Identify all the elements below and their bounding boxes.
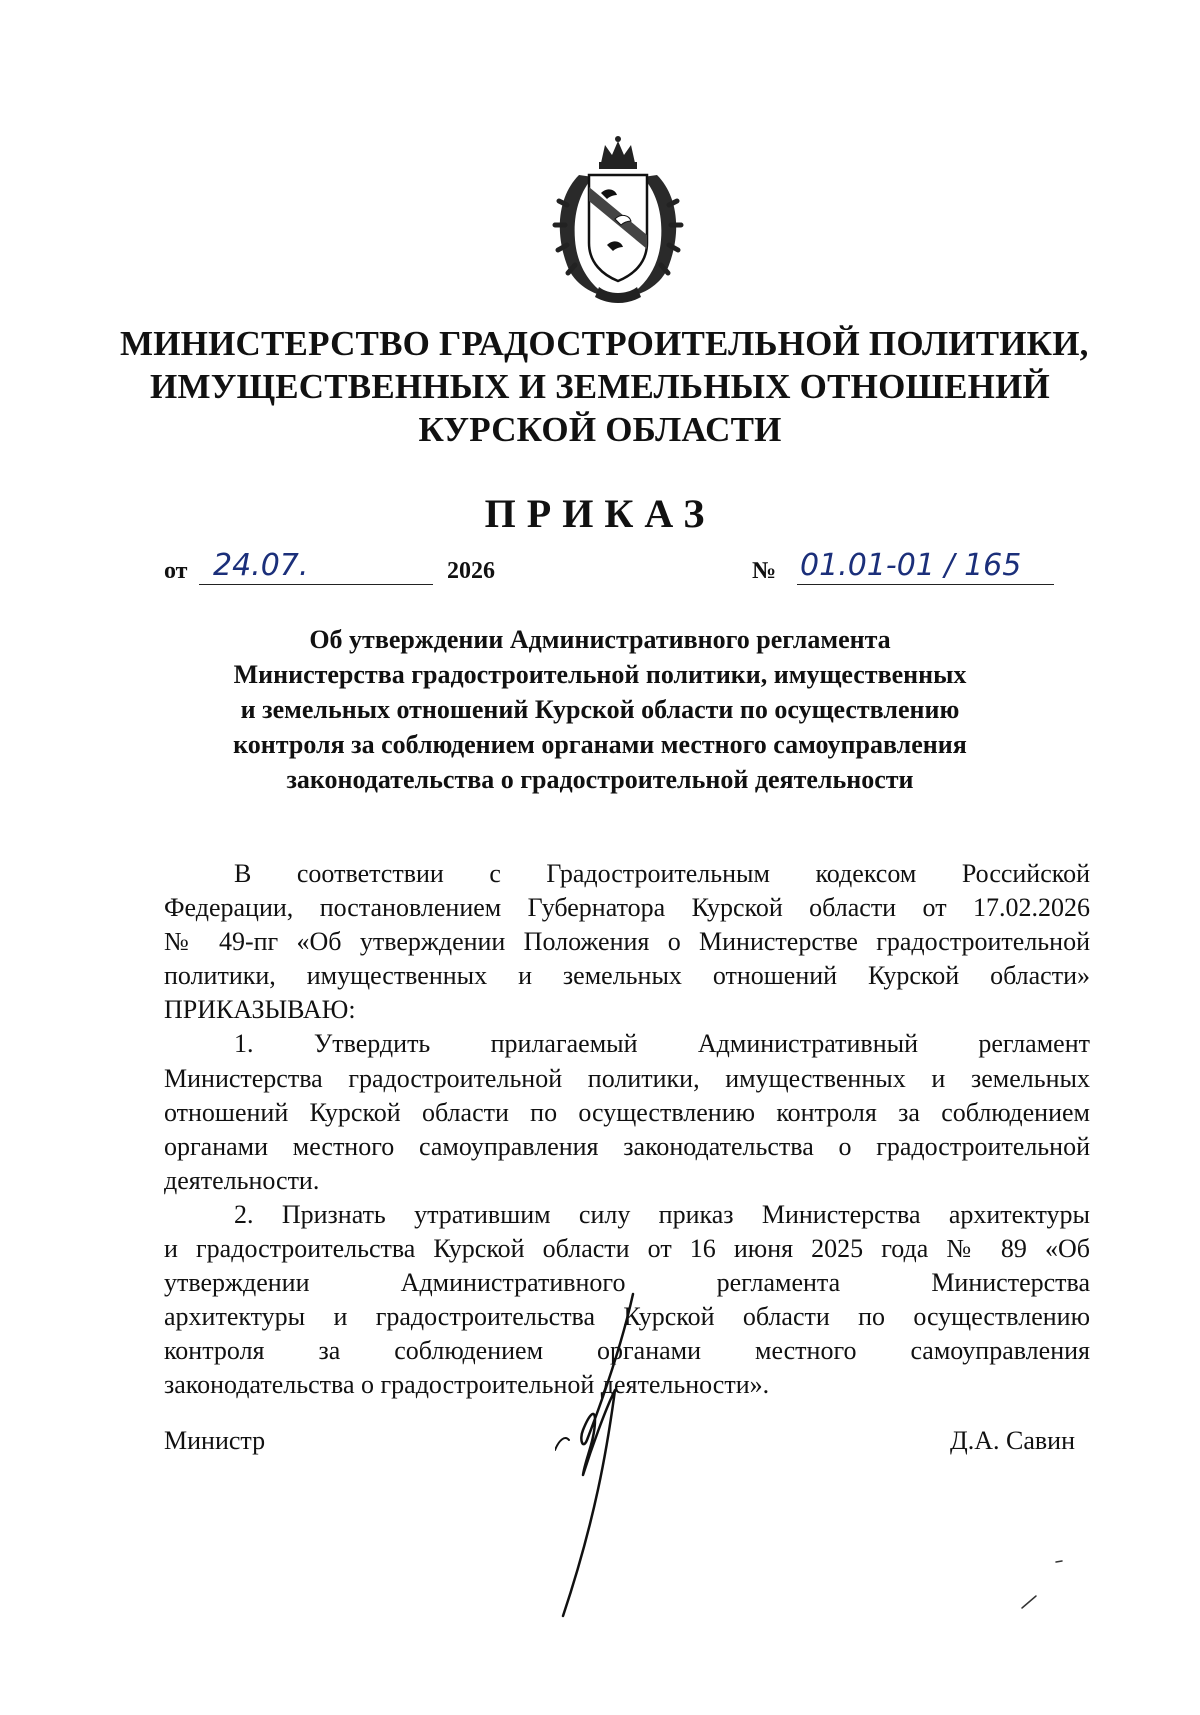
ministry-line-3: КУРСКОЙ ОБЛАСТИ — [418, 410, 782, 449]
item-2-line: 2. Признать утратившим силу приказ Министерства архитектуры — [234, 1199, 1090, 1229]
ministry-header — [120, 322, 1089, 451]
ministry-line-1: МИНИСТЕРСТВО ГРАДОСТРОИТЕЛЬНОЙ ПОЛИТИКИ, — [120, 324, 1089, 363]
item-1-line: Министерства градостроительной политики, имущественных и земельных — [164, 1063, 1090, 1093]
signer-name: Д.А. Савин — [950, 1426, 1075, 1455]
item-1-line: органами местного самоуправления законодательства о градостроительной — [164, 1131, 1090, 1161]
subject-line: законодательства о градостроительной деятельности — [286, 765, 914, 794]
dateline — [0, 548, 1200, 596]
item-2-line: и градостроительства Курской области от 16 июня 2025 года № 89 «Об — [164, 1234, 1090, 1264]
preamble-line: № 49-пг «Об утверждении Положения о Министерстве градостроительной — [164, 927, 1090, 957]
signer-position: Министр — [164, 1426, 266, 1455]
preamble-line: В соответствии с Градостроительным кодексом Российской — [234, 859, 1090, 888]
date-underline — [199, 584, 433, 585]
preamble-line: ПРИКАЗЫВАЮ: — [164, 995, 356, 1025]
date-year: 2026 — [447, 558, 495, 584]
item-1-line: отношений Курской области по осуществлению контроля за соблюдением — [164, 1097, 1090, 1127]
preamble-line: Федерации, постановлением Губернатора Курской области от 17.02.2026 — [164, 893, 1090, 923]
handwritten-date: 24.07. — [213, 548, 309, 583]
item-1-line: деятельности. — [164, 1165, 320, 1195]
ministry-line-2: ИМУЩЕСТВЕННЫХ И ЗЕМЕЛЬНЫХ ОТНОШЕНИЙ — [150, 367, 1050, 406]
subject-line: Министерства градостроительной политики, имущественных — [233, 660, 967, 689]
kursk-coat-of-arms-icon — [549, 135, 687, 305]
date-prefix-label: от — [164, 558, 188, 584]
item-2-line: законодательства о градостроительной деятельности». — [164, 1370, 770, 1400]
number-label: № — [752, 558, 777, 584]
document-type-title: ПРИКАЗ — [484, 491, 716, 536]
handwritten-signature — [555, 1290, 665, 1620]
item-2-line: архитектуры и градостроительства Курской области по осуществлению — [164, 1302, 1090, 1332]
subject-line: контроля за соблюдением органами местного самоуправления — [233, 730, 967, 759]
subject-line: Об утверждении Административного регламента — [309, 625, 891, 654]
item-2-line: утверждении Административного регламента Министерства — [164, 1268, 1090, 1298]
subject-line: и земельных отношений Курской области по осуществлению — [240, 695, 960, 724]
order-subject — [120, 622, 1080, 797]
pen-marks — [1020, 1560, 1080, 1620]
handwritten-number: 01.01-01 / 165 — [800, 548, 1022, 583]
number-underline — [797, 584, 1054, 585]
item-1-line: 1. Утвердить прилагаемый Административный регламент — [234, 1029, 1090, 1059]
item-2-line: контроля за соблюдением органами местного самоуправления — [164, 1336, 1090, 1366]
preamble-line: политики, имущественных и земельных отношений Курской области» — [164, 961, 1090, 991]
